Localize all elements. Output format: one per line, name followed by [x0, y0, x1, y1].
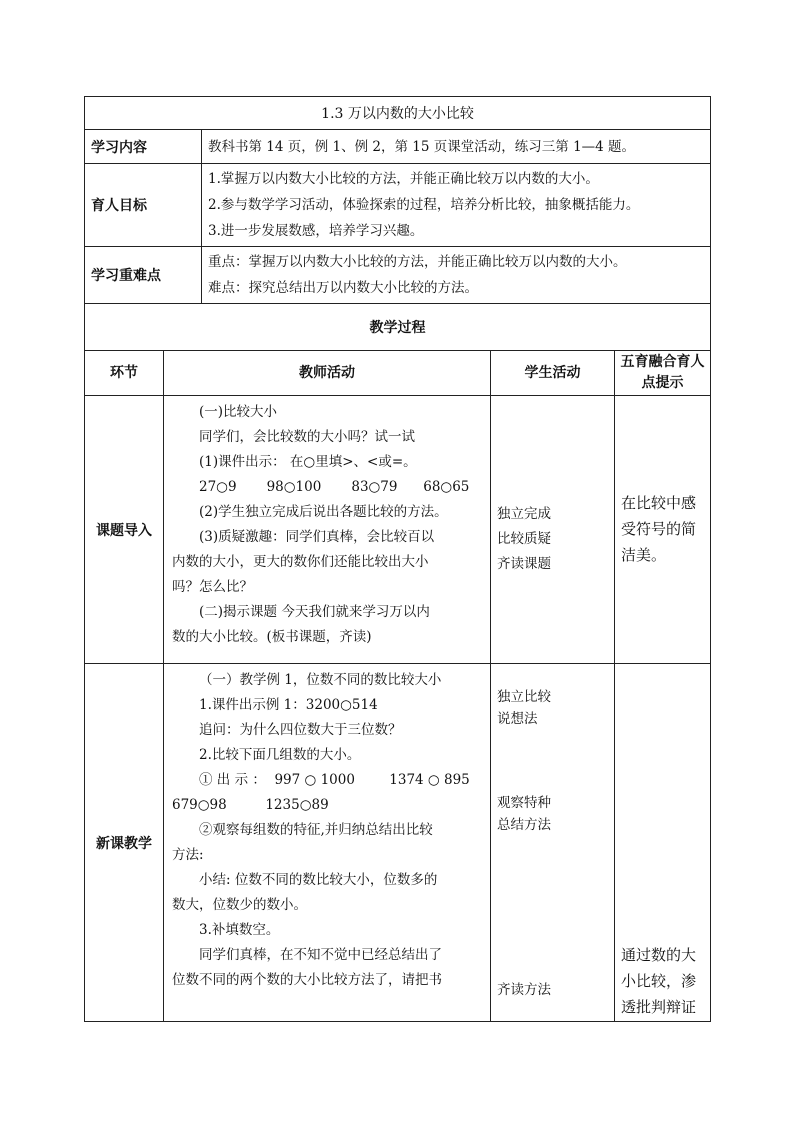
new-lesson-five-education: [615, 664, 711, 1022]
lesson-plan-table: [84, 96, 711, 1022]
text-line: 1.课件出示例 1：3200○514: [199, 697, 378, 713]
text-line: 2.比较下面几组数的大小。: [199, 747, 361, 763]
text-line: 数的大小比较。(板书课题，齐读): [172, 629, 372, 645]
keypoints-label: 学习重难点: [85, 247, 202, 304]
new-lesson-teacher-activity: [164, 664, 491, 1022]
student-line: 说想法: [497, 711, 538, 727]
text-line: 方法:: [172, 847, 204, 863]
goal-line: 1.掌握万以内数大小比较的方法，并能正确比较万以内数的大小。: [208, 171, 599, 187]
text-line: 小结: 位数不同的数比较大小，位数多的: [199, 872, 438, 888]
text-line: 同学们，会比较数的大小吗？试一试: [199, 429, 415, 445]
keypoints-text: [202, 247, 711, 304]
text-line: 内数的大小，更大的数你们还能比较出大小: [172, 554, 429, 570]
student-line: 观察特种: [497, 795, 551, 811]
text-line: 27○9 98○100 83○79 68○65: [199, 479, 470, 495]
five-line: 通过数的大: [621, 946, 697, 964]
content-text: 教科书第 14 页，例 1、例 2，第 15 页课堂活动，练习三第 1—4 题。: [202, 130, 711, 164]
header-five: 五育融合育人点提示: [615, 351, 711, 396]
text-line: 3.补填数空。: [199, 922, 280, 938]
goals-text: [202, 164, 711, 247]
header-student: 学生活动: [491, 351, 615, 396]
intro-teacher-activity: [164, 396, 491, 664]
student-line: 齐读课题: [497, 556, 551, 572]
text-line: 位数不同的两个数的大小比较方法了，请把书: [172, 972, 442, 988]
new-lesson-student-activity: [491, 664, 615, 1022]
keypoint-line: 难点：探究总结出万以内数大小比较的方法。: [208, 280, 478, 296]
text-line: 数大，位数少的数小。: [172, 897, 307, 913]
stage-intro: 课题导入: [85, 396, 164, 664]
five-line: 受符号的简: [621, 520, 697, 538]
text-line: (一)比较大小: [199, 404, 278, 420]
goal-line: 3.进一步发展数感，培养学习兴趣。: [208, 223, 424, 239]
text-line: (二)揭示课题 今天我们就来学习万以内: [199, 604, 430, 620]
keypoint-line: 重点：掌握万以内数大小比较的方法，并能正确比较万以内数的大小。: [208, 254, 627, 270]
text-line: 679○98 1235○89: [172, 797, 329, 813]
process-title: 教学过程: [85, 304, 711, 351]
intro-five-education: [615, 396, 711, 664]
goal-line: 2.参与数学学习活动，体验探索的过程，培养分析比较，抽象概括能力。: [208, 197, 640, 213]
text-line: 吗？怎么比？: [172, 579, 253, 595]
text-line: (1)课件出示： 在○里填>、<或=。: [199, 454, 417, 470]
intro-student-activity: [491, 396, 615, 664]
student-line: 齐读方法: [497, 982, 551, 998]
student-line: 比较质疑: [497, 531, 551, 547]
text-line: (2)学生独立完成后说出各题比较的方法。: [199, 504, 448, 520]
text-line: ① 出 示 ： 997 ○ 1000 1374 ○ 895: [199, 772, 470, 788]
lesson-title: 1.3 万以内数的大小比较: [85, 97, 711, 130]
text-line: 同学们真棒，在不知不觉中已经总结出了: [199, 947, 442, 963]
stage-new-lesson: 新课教学: [85, 664, 164, 1022]
text-line: 追问：为什么四位数大于三位数？: [199, 722, 402, 738]
goals-label: 育人目标: [85, 164, 202, 247]
text-line: (3)质疑激趣：同学们真棒，会比较百以: [199, 529, 435, 545]
header-teacher: 教师活动: [164, 351, 491, 396]
five-line: 小比较，渗: [621, 972, 697, 990]
header-stage: 环节: [85, 351, 164, 396]
student-line: 独立比较: [497, 689, 551, 705]
text-line: （一）教学例 1，位数不同的数比较大小: [199, 672, 442, 688]
student-line: 独立完成: [497, 506, 551, 522]
five-line: 在比较中感: [621, 494, 697, 512]
text-line: ②观察每组数的特征,并归纳总结出比较: [199, 822, 433, 838]
five-line: 洁美。: [621, 546, 667, 564]
student-line: 总结方法: [497, 817, 551, 833]
five-line: 透批判辩证: [621, 998, 697, 1016]
content-label: 学习内容: [85, 130, 202, 164]
